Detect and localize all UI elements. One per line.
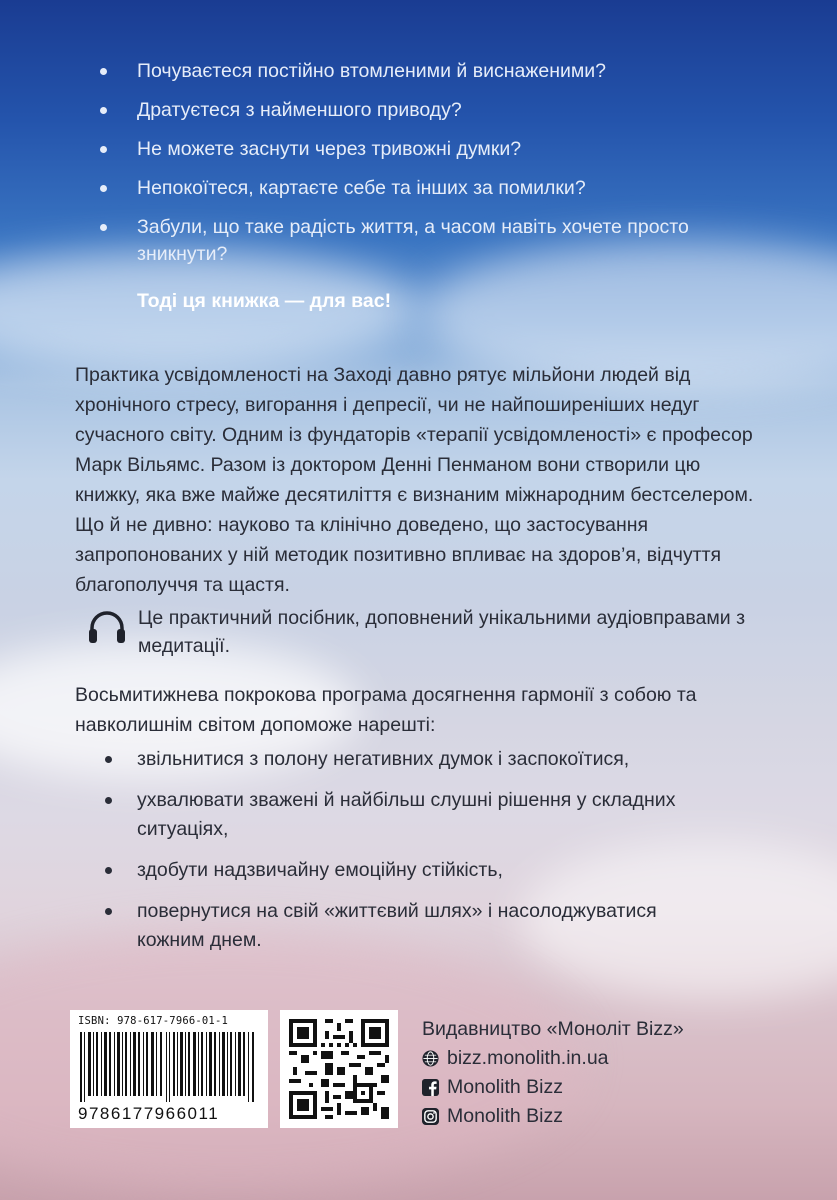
question-list (100, 58, 740, 280)
benefit-list (105, 745, 725, 967)
barcode-number: 9786177966011 (78, 1104, 220, 1123)
publisher-info (422, 1015, 822, 1131)
benefit-item: ухвалювати зважені й найбільш слушні рішення у складних ситуаціях, (105, 786, 725, 844)
isbn-label: ISBN: 978-617-7966-01-1 (78, 1015, 228, 1027)
facebook-link[interactable]: Monolith Bizz (447, 1076, 563, 1098)
benefit-item: здобути надзвичайну емоційну стійкість, (105, 856, 725, 885)
description-paragraph: Практика усвідомленості на Заході давно рятує мільйони людей від хронічного стресу, вигорання і депресії, чи не найпоширеніших недуг сучасного світу. Одним із фундаторів «терапії усвідомленості» є професор Марк Вільямс. Разом із доктором Денні Пенманом вони створили цю книжку, яка вже майже десятиліття є визнаним міжнародним бестселером. Що й не дивно: науково та клінічно доведено, що застосування запропонованих у ній методик позитивно впливає на здоров’я, відчуття благополуччя та щастя. (75, 364, 754, 596)
publisher-name-row (422, 1015, 822, 1044)
question-item: Дратуєтеся з найменшого приводу? (100, 97, 740, 124)
question-item: Забули, що таке радість життя, а часом навіть хочете просто зникнути? (100, 214, 740, 268)
question-item: Почуваєтеся постійно втомленими й виснаженими? (100, 58, 740, 85)
barcode (70, 1010, 268, 1128)
qr-code[interactable] (280, 1010, 398, 1128)
website-link[interactable]: bizz.monolith.in.ua (447, 1047, 609, 1069)
globe-icon (422, 1050, 439, 1067)
audio-note (88, 604, 768, 660)
facebook-row[interactable] (422, 1073, 822, 1102)
headphones-icon (88, 610, 126, 644)
benefit-item: повернутися на свій «життєвий шлях» і насолоджуватися кожним днем. (105, 897, 725, 955)
instagram-icon (422, 1108, 439, 1125)
website-row[interactable] (422, 1044, 822, 1073)
publisher-name: Видавництво «Моноліт Bizz» (422, 1018, 684, 1040)
instagram-row[interactable] (422, 1102, 822, 1131)
question-item: Непокоїтеся, картаєте себе та інших за помилки? (100, 175, 740, 202)
benefit-item: звільнитися з полону негативних думок і заспокоїтися, (105, 745, 725, 774)
question-item: Не можете заснути через тривожні думки? (100, 136, 740, 163)
barcode-bars (78, 1032, 260, 1102)
instagram-link[interactable]: Monolith Bizz (447, 1105, 563, 1127)
facebook-icon (422, 1079, 439, 1096)
audio-note-text: Це практичний посібник, доповнений унікальними аудіовправами з медитації. (138, 607, 746, 657)
program-intro: Восьмитижнева покрокова програма досягнення гармонії з собою та навколишнім світом допоможе нарешті: (75, 684, 697, 736)
tagline: Тоді ця книжка — для вас! (137, 290, 392, 312)
qr-code-pattern (289, 1019, 389, 1119)
